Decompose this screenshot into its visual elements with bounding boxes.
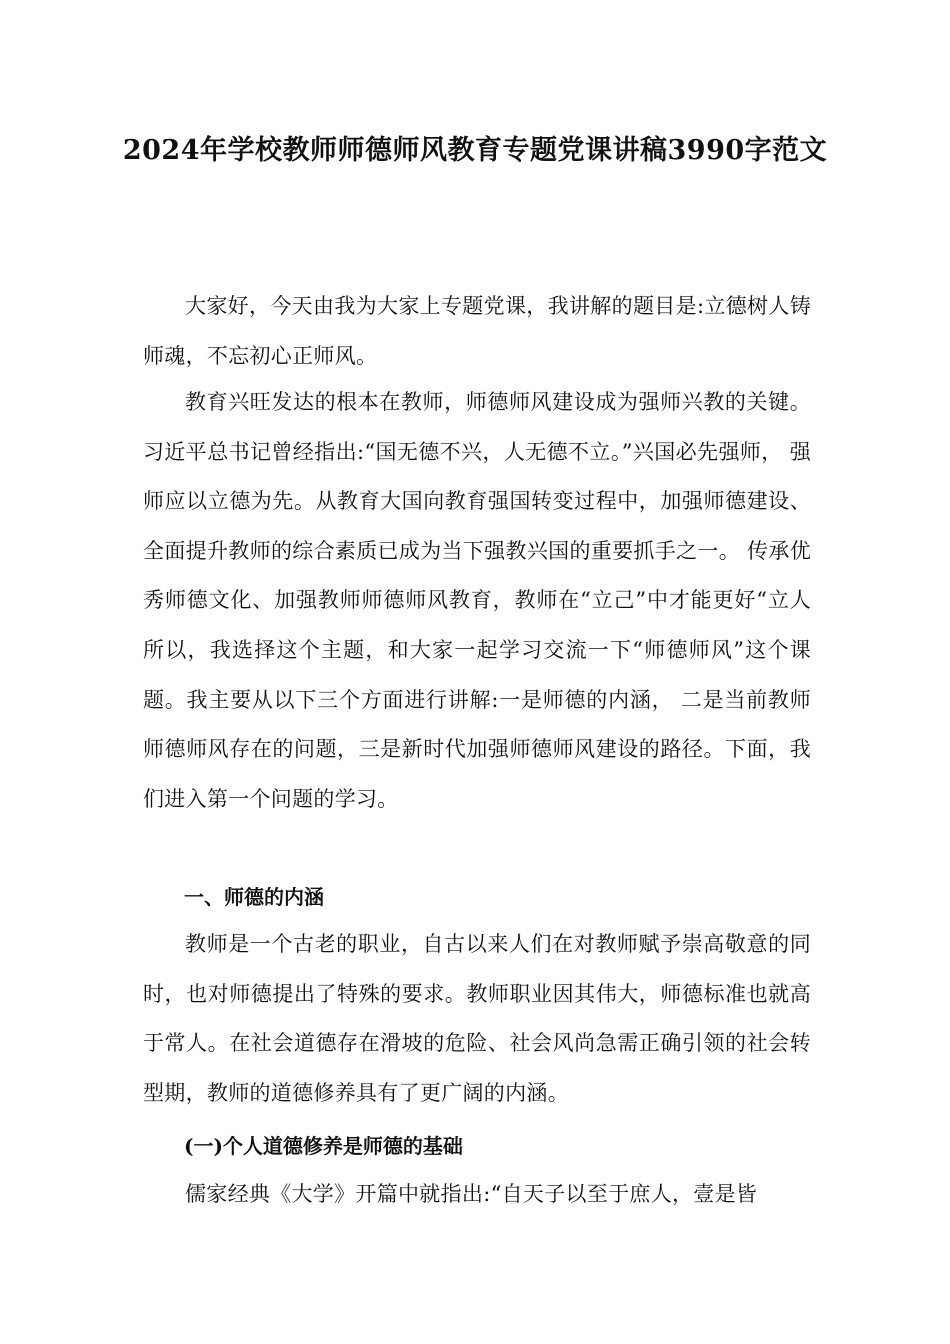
subsection-heading-1: (一)个人道德修养是师德的基础 — [184, 1134, 463, 1158]
subsection-1-paragraph: 儒家经典《大学》开篇中就指出:“自天子以至于庶人，壹是皆 — [185, 1182, 758, 1206]
paragraph-introduction: 教育兴旺发达的根本在教师，师德师风建设成为强师兴教的关键。 习近平总书记曾经指出:“国无德不兴，人无德不立。”兴国必先强师， 强师应以立德为先。从教育大国向教育强国转变过程中，加强师德建设、全面提升教师的综合素质已成为当下强教兴国的重要抓手之一。 传承优秀师德文化、加强教师师德师风教育，教师在“立己”中才能更好“立人所以，我选择这个主题，和大家一起学习交流一下“师德师风”这个课题。我主要从以下三个方面进行讲解:一是师德的内涵， 二是当前教师师德师风存在的问题，三是新时代加强师德师风建设的路径。下面，我们进入第一个问题的学习。 — [143, 390, 811, 811]
section-heading-1: 一、师德的内涵 — [184, 885, 324, 909]
section-1-paragraph: 教师是一个古老的职业，自古以来人们在对教师赋予崇高敬意的同时，也对师德提出了特殊的要求。教师职业因其伟大，师德标准也就高于常人。在社会道德存在滑坡的危险、社会风尚急需正确引领的社会转型期，教师的道德修养具有了更广阔的内涵。 — [143, 932, 811, 1105]
document-title: 2024年学校教师师德师风教育专题党课讲稿3990字范文 — [122, 135, 828, 166]
paragraph-greeting: 大家好，今天由我为大家上专题党课，我讲解的题目是:立德树人铸师魂，不忘初心正师风。 — [143, 294, 811, 368]
